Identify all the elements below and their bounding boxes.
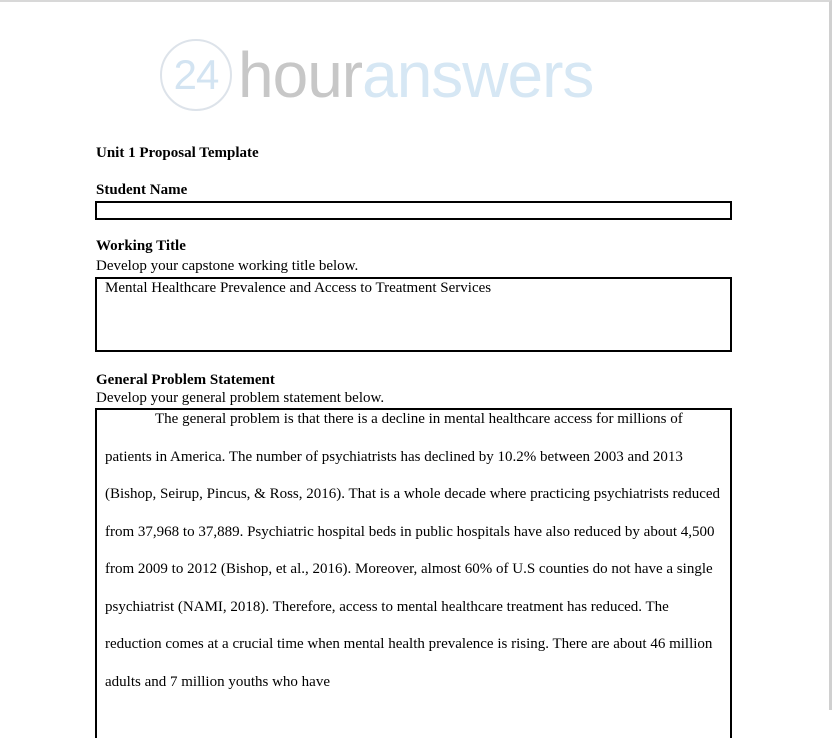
watermark-wordmark — [238, 39, 594, 111]
general-problem-field[interactable] — [95, 408, 732, 738]
general-problem-instruction: Develop your general problem statement below. — [96, 390, 385, 406]
general-problem-text: The general problem is that there is a decline in mental healthcare access for millions of patients in America. The number of psychiatrists has declined by 10.2% between 2003 and 2013 (Bishop, Seirup, Pincus, & Ross, 2016). That is a whole decade where practicing psychiatrists reduced from 37,968 to 37,889. Psychiatric hospital beds in public hospitals have also reduced by about 4,500 from 2009 to 2012 (Bishop, et al., 2016). Moreover, almost 60% of U.S counties do not have a single psychiatrist (NAMI, 2018). Therefore, access to mental healthcare treatment has reduced. The reduction comes at a crucial time when mental health prevalence is rising. There are about 46 million adults and 7 million youths who have — [105, 411, 721, 690]
working-title-instruction: Develop your capstone working title below. — [96, 258, 359, 274]
watermark-word-hour: hour — [238, 39, 363, 111]
watermark-circle: 24 — [160, 39, 232, 111]
working-title-label: Working Title — [96, 238, 186, 254]
working-title-field[interactable]: Mental Healthcare Prevalence and Access to Treatment Services — [95, 277, 732, 352]
watermark-logo — [160, 40, 593, 110]
student-name-field[interactable] — [95, 201, 732, 220]
document-title: Unit 1 Proposal Template — [96, 145, 259, 161]
student-name-label: Student Name — [96, 182, 188, 198]
general-problem-label: General Problem Statement — [96, 372, 275, 388]
watermark-word-answers: answers — [362, 39, 594, 111]
